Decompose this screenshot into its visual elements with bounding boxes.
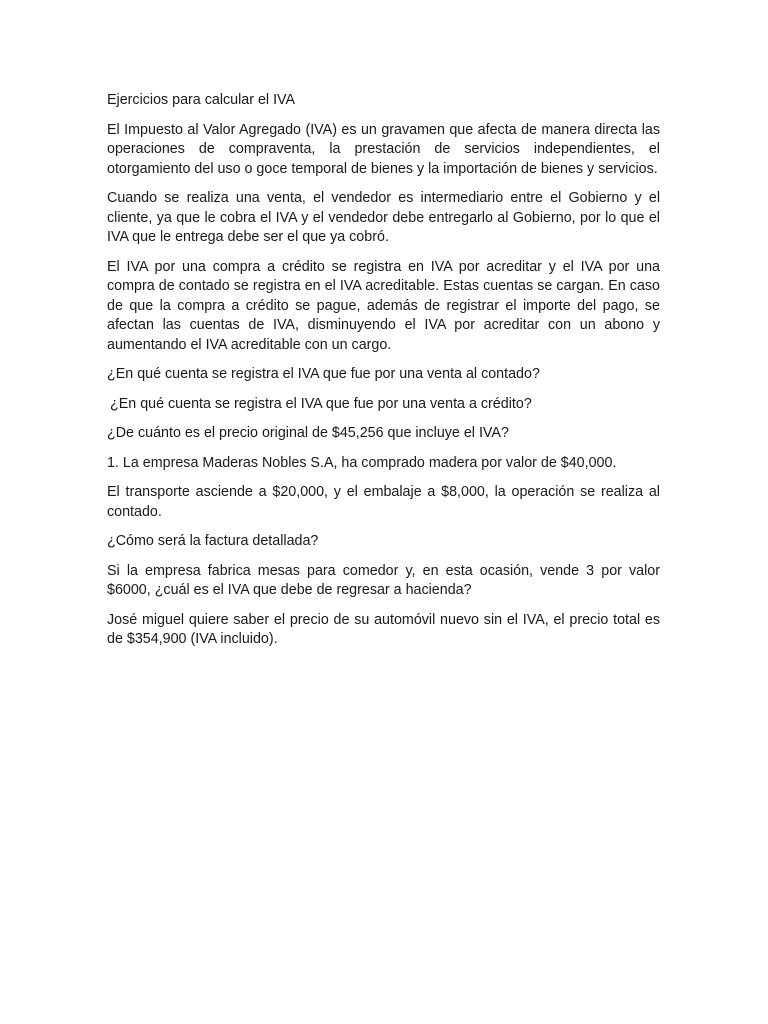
- question-cash-sale: ¿En qué cuenta se registra el IVA que fue por una venta al contado?: [107, 366, 540, 382]
- question-detailed-invoice: ¿Cómo será la factura detallada?: [107, 533, 319, 549]
- paragraph-sale-intermediary: Cuando se realiza una venta, el vendedor es intermediario entre el Gobierno y el cliente, ya que le cobra el IVA y el vendedor debe entregarlo al Gobierno, por lo que el IVA que le entrega debe ser el que ya cobró.: [107, 190, 660, 245]
- question-original-price: ¿De cuánto es el precio original de $45,256 que incluye el IVA?: [107, 425, 509, 441]
- exercise-maderas-nobles: 1. La empresa Maderas Nobles S.A, ha comprado madera por valor de $40,000.: [107, 454, 617, 471]
- exercise-dining-tables: Si la empresa fabrica mesas para comedor y, en esta ocasión, vende 3 por valor $6000, ¿cuál es el IVA que debe de regresar a hacienda?: [107, 562, 660, 598]
- paragraph-iva-definition: El Impuesto al Valor Agregado (IVA) es un gravamen que afecta de manera directa las operaciones de compraventa, la prestación de servicios independientes, el otorgamiento del uso o goce temporal de bienes y la importación de bienes y servicios.: [107, 121, 660, 177]
- paragraph-credit-purchase: El IVA por una compra a crédito se registra en IVA por acreditar y el IVA por una compra de contado se registra en el IVA acreditable. Estas cuentas se cargan. En caso de que la compra a crédito se pague, además de registrar el importe del pago, se afectan las cuentas de IVA, disminuyendo el IVA por acreditar con un abono y aumentando el IVA acreditable con un cargo.: [107, 258, 660, 353]
- document-title: Ejercicios para calcular el IVA: [107, 92, 296, 108]
- exercise-car-price: José miguel quiere saber el precio de su automóvil nuevo sin el IVA, el precio total es de $354,900 (IVA incluido).: [107, 611, 660, 647]
- exercise-transport-packaging: El transporte asciende a $20,000, y el embalaje a $8,000, la operación se realiza al contado.: [107, 484, 660, 520]
- question-credit-sale: ¿En qué cuenta se registra el IVA que fue por una venta a crédito?: [110, 395, 532, 412]
